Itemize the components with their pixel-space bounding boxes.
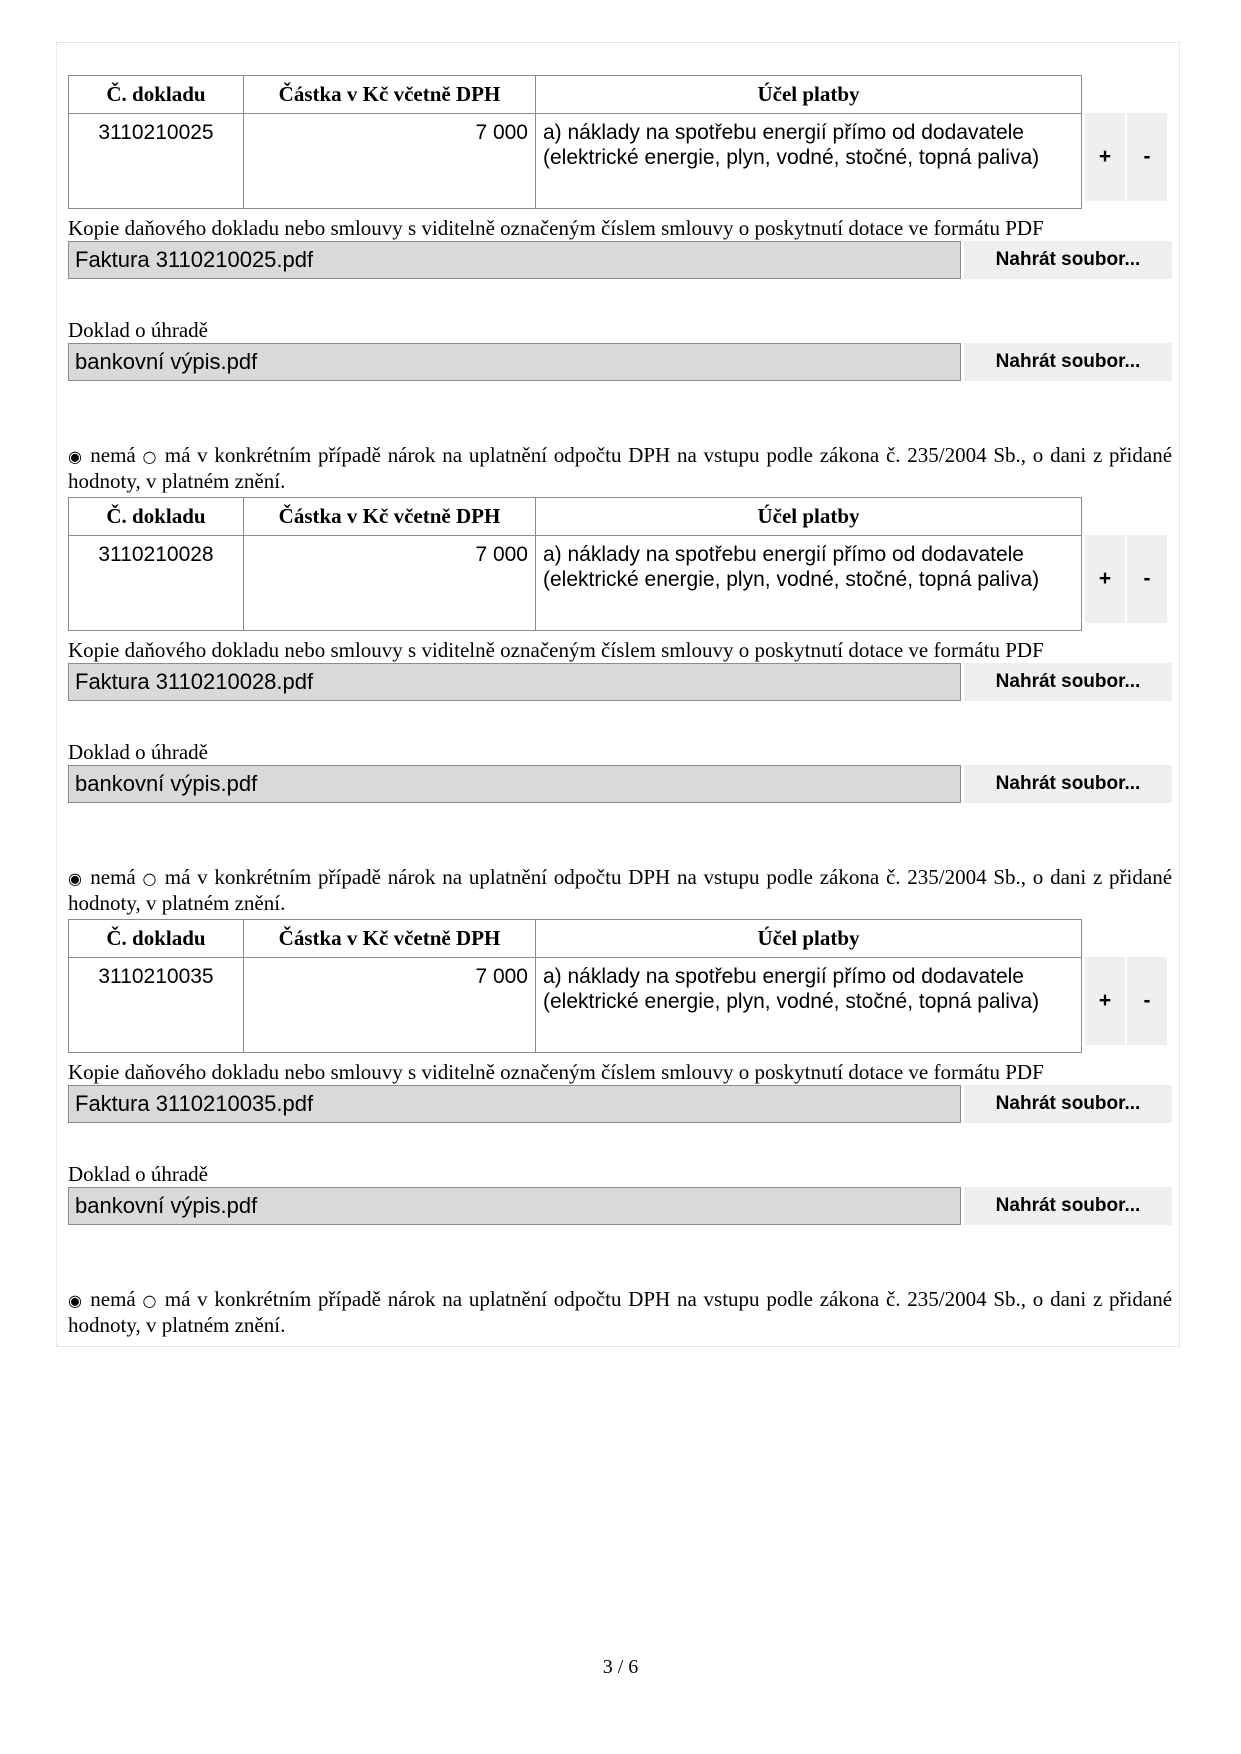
payment-proof-label: Doklad o úhradě (68, 740, 208, 764)
radio-nema-checked-icon[interactable]: ◉ (68, 869, 84, 888)
payment-file-field[interactable]: bankovní výpis.pdf (68, 765, 961, 803)
add-row-button[interactable]: + (1085, 113, 1125, 201)
table-header-row (69, 498, 1082, 536)
remove-row-button[interactable]: - (1127, 113, 1167, 201)
vat-description: v konkrétním případě nárok na uplatnění odpočtu DPH na vstupu podle zákona č. 235/2004 Sb., o dani z přidané hodnoty, v platném znění. (68, 865, 1173, 915)
amount-header: Částka v Kč včetně DPH (244, 920, 536, 958)
document-table (68, 75, 1082, 209)
payment-proof-label: Doklad o úhradě (68, 318, 208, 342)
doc-number-header: Č. dokladu (69, 498, 244, 536)
copy-doc-label: Kopie daňového dokladu nebo smlouvy s viditelně označeným číslem smlouvy o poskytnutí dotace ve formátu PDF (68, 1060, 1044, 1084)
payment-proof-label: Doklad o úhradě (68, 1162, 208, 1186)
copy-file-field[interactable]: Faktura 3110210028.pdf (68, 663, 961, 701)
copy-file-field[interactable]: Faktura 3110210025.pdf (68, 241, 961, 279)
table-row (69, 958, 1082, 1053)
purpose-header: Účel platby (536, 920, 1082, 958)
table-row (69, 536, 1082, 631)
add-row-button[interactable]: + (1085, 957, 1125, 1045)
upload-copy-button[interactable]: Nahrát soubor... (964, 241, 1172, 279)
vat-option-no-label: nemá (90, 1287, 136, 1311)
upload-payment-button[interactable]: Nahrát soubor... (964, 343, 1172, 381)
upload-copy-button[interactable]: Nahrát soubor... (964, 1085, 1172, 1123)
vat-deduction-choice (68, 1287, 1172, 1338)
amount-header: Částka v Kč včetně DPH (244, 498, 536, 536)
doc-number-cell[interactable]: 3110210025 (69, 114, 244, 209)
vat-description: v konkrétním případě nárok na uplatnění odpočtu DPH na vstupu podle zákona č. 235/2004 Sb., o dani z přidané hodnoty, v platném znění. (68, 443, 1173, 493)
vat-description: v konkrétním případě nárok na uplatnění odpočtu DPH na vstupu podle zákona č. 235/2004 Sb., o dani z přidané hodnoty, v platném znění. (68, 1287, 1173, 1337)
record-block (68, 497, 1172, 796)
payment-file-field[interactable]: bankovní výpis.pdf (68, 1187, 961, 1225)
payment-file-field[interactable]: bankovní výpis.pdf (68, 343, 961, 381)
upload-copy-button[interactable]: Nahrát soubor... (964, 663, 1172, 701)
remove-row-button[interactable]: - (1127, 535, 1167, 623)
vat-option-yes-label: má (164, 443, 191, 467)
remove-row-button[interactable]: - (1127, 957, 1167, 1045)
document-table (68, 497, 1082, 631)
doc-number-cell[interactable]: 3110210035 (69, 958, 244, 1053)
document-table (68, 919, 1082, 1053)
doc-number-header: Č. dokladu (69, 920, 244, 958)
vat-option-yes-label: má (164, 865, 191, 889)
radio-ma-unchecked-icon[interactable]: ○ (142, 1291, 158, 1310)
table-row (69, 114, 1082, 209)
record-block (68, 919, 1172, 1218)
copy-doc-label: Kopie daňového dokladu nebo smlouvy s viditelně označeným číslem smlouvy o poskytnutí dotace ve formátu PDF (68, 216, 1044, 240)
purpose-cell[interactable]: a) náklady na spotřebu energií přímo od dodavatele (elektrické energie, plyn, vodné, stočné, topná paliva) (536, 114, 1082, 209)
purpose-header: Účel platby (536, 76, 1082, 114)
radio-ma-unchecked-icon[interactable]: ○ (142, 869, 158, 888)
copy-file-field[interactable]: Faktura 3110210035.pdf (68, 1085, 961, 1123)
vat-option-yes-label: má (164, 1287, 191, 1311)
amount-header: Částka v Kč včetně DPH (244, 76, 536, 114)
purpose-cell[interactable]: a) náklady na spotřebu energií přímo od dodavatele (elektrické energie, plyn, vodné, stočné, topná paliva) (536, 536, 1082, 631)
doc-number-cell[interactable]: 3110210028 (69, 536, 244, 631)
purpose-header: Účel platby (536, 498, 1082, 536)
purpose-cell[interactable]: a) náklady na spotřebu energií přímo od dodavatele (elektrické energie, plyn, vodné, stočné, topná paliva) (536, 958, 1082, 1053)
amount-cell[interactable]: 7 000 (244, 114, 536, 209)
vat-deduction-choice (68, 443, 1172, 494)
radio-nema-checked-icon[interactable]: ◉ (68, 447, 84, 466)
radio-nema-checked-icon[interactable]: ◉ (68, 1291, 84, 1310)
radio-ma-unchecked-icon[interactable]: ○ (142, 447, 158, 466)
upload-payment-button[interactable]: Nahrát soubor... (964, 1187, 1172, 1225)
amount-cell[interactable]: 7 000 (244, 958, 536, 1053)
table-header-row (69, 76, 1082, 114)
vat-option-no-label: nemá (90, 865, 136, 889)
doc-number-header: Č. dokladu (69, 76, 244, 114)
vat-option-no-label: nemá (90, 443, 136, 467)
add-row-button[interactable]: + (1085, 535, 1125, 623)
amount-cell[interactable]: 7 000 (244, 536, 536, 631)
table-header-row (69, 920, 1082, 958)
record-block (68, 75, 1172, 374)
page-indicator: 3 / 6 (602, 1656, 639, 1678)
copy-doc-label: Kopie daňového dokladu nebo smlouvy s viditelně označeným číslem smlouvy o poskytnutí dotace ve formátu PDF (68, 638, 1044, 662)
upload-payment-button[interactable]: Nahrát soubor... (964, 765, 1172, 803)
vat-deduction-choice (68, 865, 1172, 916)
